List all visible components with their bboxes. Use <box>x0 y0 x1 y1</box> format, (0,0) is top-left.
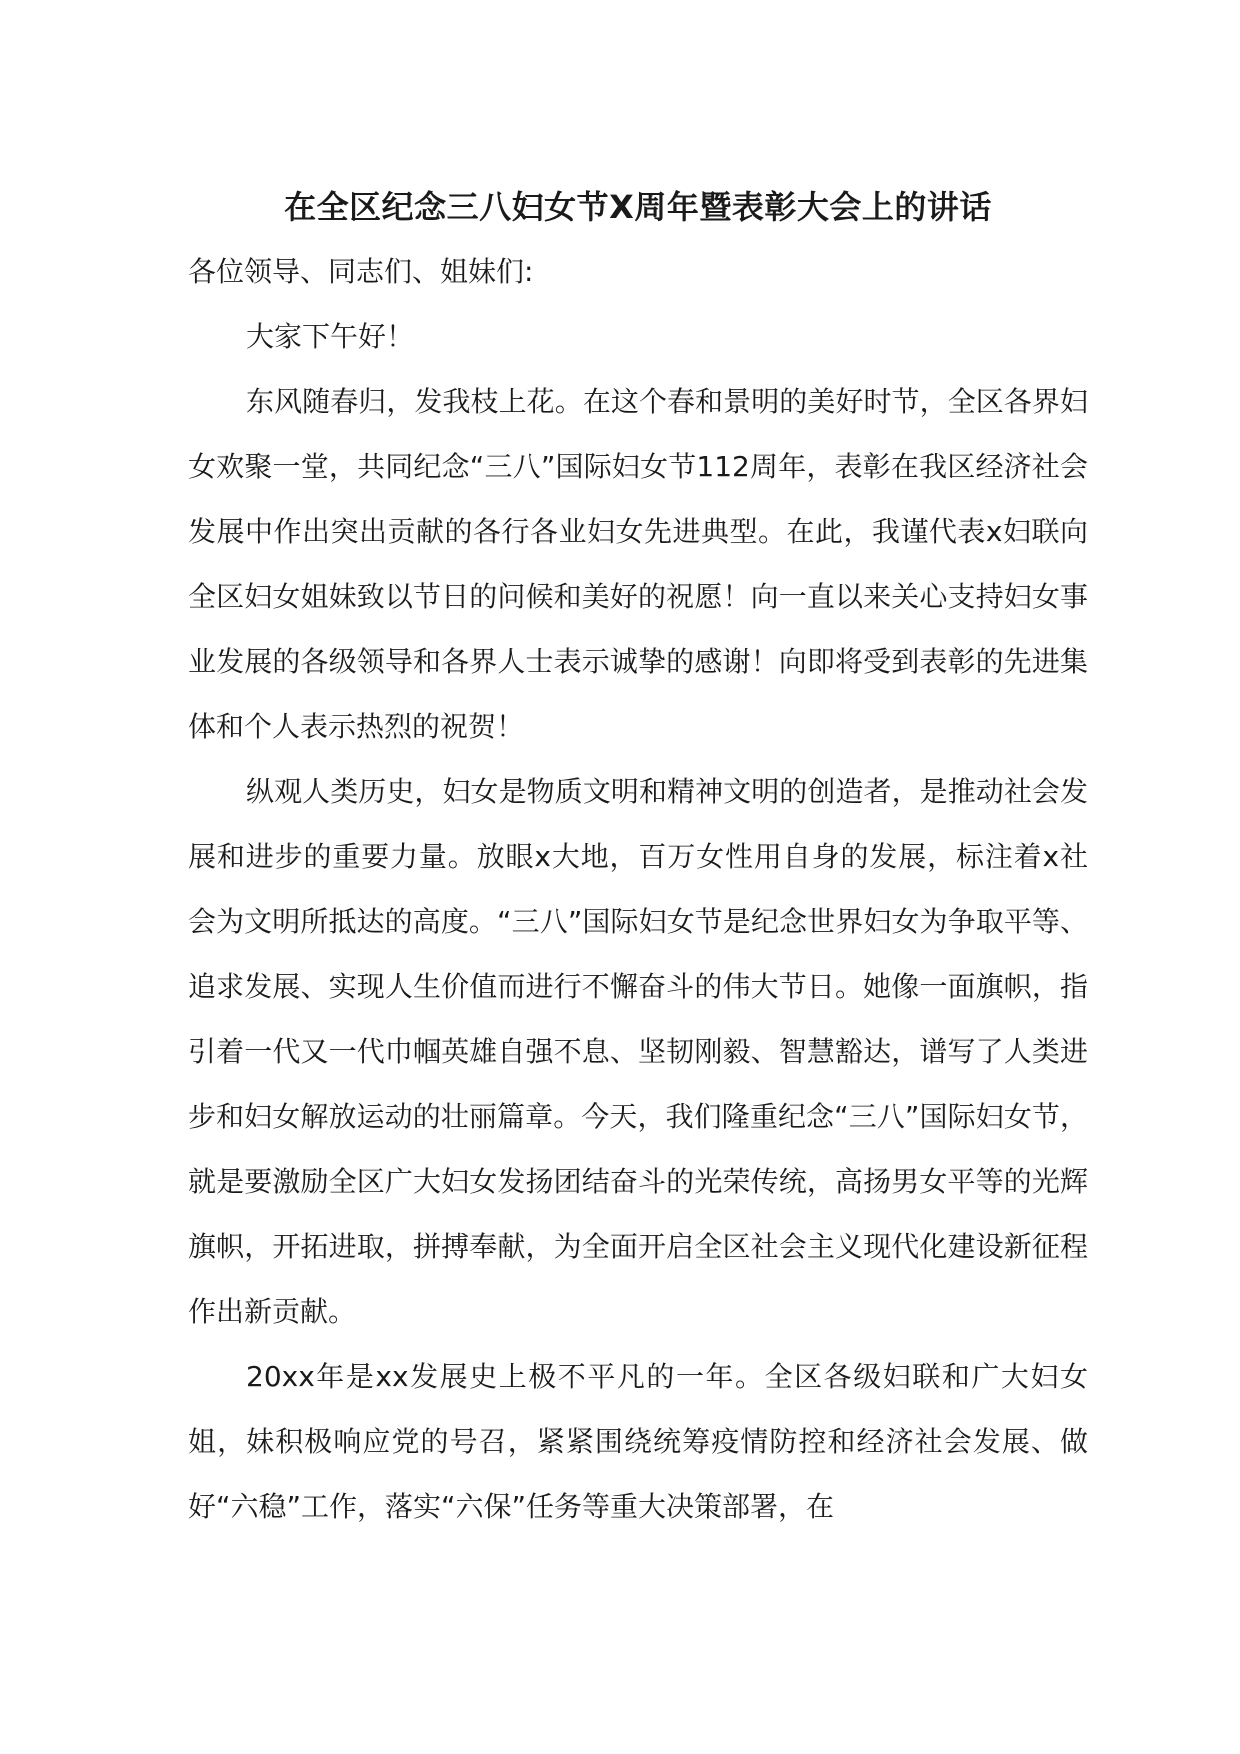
paragraph-opening: 东风随春归，发我枝上花。在这个春和景明的美好时节，全区各界妇女欢聚一堂，共同纪念“三八”国际妇女节112周年，表彰在我区经济社会发展中作出突出贡献的各行各业妇女先进典型。在此，我谨代表x妇联向全区妇女姐妹致以节日的问候和美好的祝愿！向一直以来关心支持妇女事业发展的各级领导和各界人士表示诚挚的感谢！向即将受到表彰的先进集体和个人表示热烈的祝贺！ <box>188 385 1088 743</box>
document-title: 在全区纪念三八妇女节X周年暨表彰大会上的讲话 <box>284 188 992 226</box>
document-body <box>188 185 1088 1539</box>
salutation: 各位领导、同志们、姐妹们: <box>188 255 534 288</box>
paragraph-review: 20xx年是xx发展史上极不平凡的一年。全区各级妇联和广大妇女姐，妹积极响应党的号召，紧紧围绕统筹疫情防控和经济社会发展、做好“六稳”工作，落实“六保”任务等重大决策部署，在 <box>188 1360 1088 1523</box>
paragraph-history: 纵观人类历史，妇女是物质文明和精神文明的创造者，是推动社会发展和进步的重要力量。放眼x大地，百万女性用自身的发展，标注着x社会为文明所抵达的高度。“三八”国际妇女节是纪念世界妇女为争取平等、追求发展、实现人生价值而进行不懈奋斗的伟大节日。她像一面旗帜，指引着一代又一代巾帼英雄自强不息、坚韧刚毅、智慧豁达，谱写了人类进步和妇女解放运动的壮丽篇章。今天，我们隆重纪念“三八”国际妇女节，就是要激励全区广大妇女发扬团结奋斗的光荣传统，高扬男女平等的光辉旗帜，开拓进取，拼搏奉献，为全面开启全区社会主义现代化建设新征程作出新贡献。 <box>188 775 1088 1328</box>
paragraph-greeting: 大家下午好！ <box>246 320 415 353</box>
